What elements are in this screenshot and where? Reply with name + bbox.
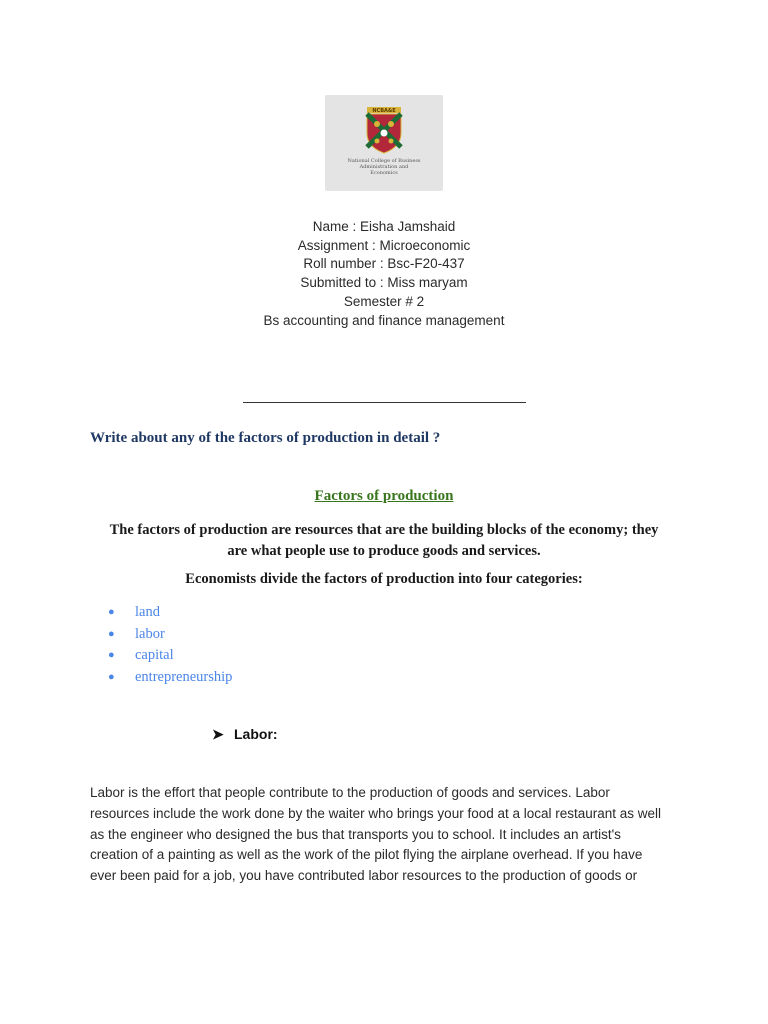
program: Bs accounting and finance management [263,312,505,328]
list-item [108,645,232,667]
logo-caption-line: National College of Business [347,158,421,164]
intro-line: are what people use to produce goods and services. [227,543,541,559]
categories-list [108,602,232,688]
paragraph-line: resources include the work done by the waiter who brings your food at a local restaurant as well [90,805,662,821]
list-item-label: capital [135,647,174,663]
logo-caption-line: Economics [370,170,398,176]
labor-heading [212,726,278,743]
intro-paragraph [80,520,688,562]
logo-caption-line: Administration and [359,164,409,170]
student-info [0,218,768,330]
labor-heading-text: Labor: [234,726,278,742]
college-crest-icon [325,95,443,191]
divider-line [243,402,526,403]
roll-number: Roll number : Bsc-F20-437 [303,256,465,272]
list-item [108,624,232,646]
bullet-icon: ● [108,606,115,618]
paragraph-line: creation of a painting as well as the work of the pilot flying the airplane overhead. If you have [90,847,643,863]
logo-caption [329,158,439,176]
paragraph-line: Labor is the effort that people contribute to the production of goods and services. Labor [90,785,610,800]
labor-paragraph [90,783,690,887]
assignment-title: Assignment : Microeconomic [297,237,471,253]
bullet-icon: ● [108,670,115,683]
list-item [108,602,232,624]
bullet-icon: ● [108,649,115,661]
paragraph-line: as the engineer who designed the bus that transports you to school. It includes an artist's [90,826,621,842]
intro-line: The factors of production are resources that are the building blocks of the economy; they [109,522,659,538]
bullet-icon: ● [108,627,115,640]
student-name: Name : Eisha Jamshaid [312,219,456,234]
list-item [108,667,232,689]
college-logo [325,95,443,191]
list-item-label: entrepreneurship [135,668,233,685]
categories-intro: Economists divide the factors of production into four categories: [185,571,583,587]
list-item-label: labor [135,625,165,642]
list-item-label: land [135,604,160,620]
paragraph-line: ever been paid for a job, you have contributed labor resources to the production of goods or [90,868,638,884]
submitted-to: Submitted to : Miss maryam [300,275,468,291]
section-title: Factors of production [314,488,454,504]
crest-banner-text: NCBA&E [372,108,396,114]
assignment-question: Write about any of the factors of production in detail ? [90,430,441,446]
semester: Semester # 2 [343,293,425,309]
arrow-bullet-icon: ➤ [212,726,224,742]
